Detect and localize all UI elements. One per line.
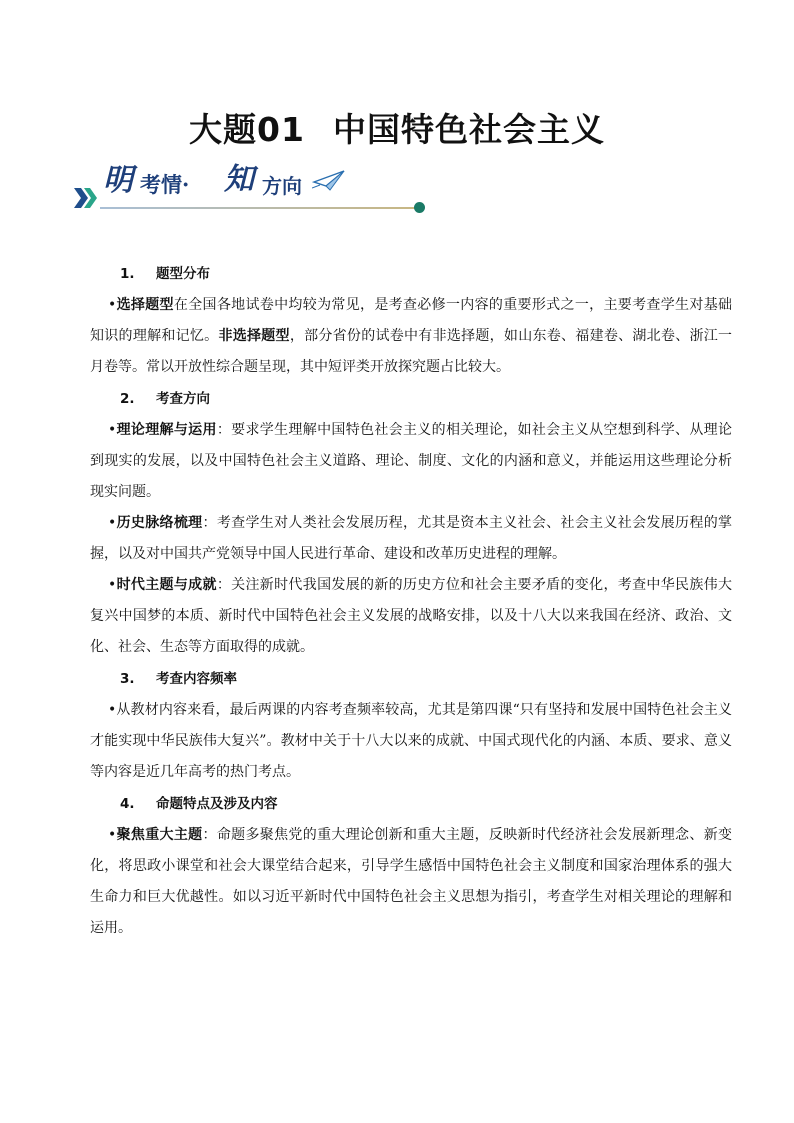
page-title — [0, 104, 794, 151]
paragraph-text: ：要求学生理解中国特色社会主义的相关理论，如社会主义从空想到科学、从理论到现实的发展，以及中国特色社会主义道路、理论、制度、文化的内涵和意义，并能运用这些理论分析现实问题。 — [90, 422, 733, 500]
section-heading-text: 考查方向 — [156, 391, 210, 407]
paragraph-text: •从教材内容来看，最后两课的内容考查频率较高，尤其是第四课“只有坚持和发展中国特色社会主义才能实现中华民族伟大复兴”。教材中关于十八大以来的成就、中国式现代化的内涵、本质、要求、意义等内容是近几年高考的热门考点。 — [90, 702, 732, 780]
section-number: 3. — [120, 671, 135, 687]
section-heading-text: 考查内容频率 — [156, 671, 237, 687]
bold-term: 时代主题与成就 — [116, 577, 217, 593]
banner-ming: 明 — [103, 163, 133, 198]
paragraph-text: • — [108, 577, 117, 593]
paragraph — [90, 290, 732, 383]
paragraph — [90, 508, 732, 570]
paragraph-text: • — [108, 515, 117, 531]
bold-term: 聚焦重大主题 — [116, 827, 203, 843]
double-chevron-icon — [74, 186, 100, 210]
paragraph-text: • — [108, 297, 117, 313]
paper-plane-icon — [312, 168, 346, 192]
paragraph-text: ：考查学生对人类社会发展历程，尤其是资本主义社会、社会主义社会发展历程的掌握，以及对中国共产党领导中国人民进行革命、建设和改革历史进程的理解。 — [90, 515, 733, 562]
banner-zhi: 知 — [224, 162, 254, 197]
paragraph-text: ，部分省份的试卷中有非选择题，如山东卷、福建卷、湖北卷、浙江一月卷等。常以开放性综合题呈现，其中短评类开放探究题占比较大。 — [90, 328, 733, 375]
bold-term: 选择题型 — [116, 297, 174, 313]
paragraph — [90, 415, 732, 508]
paragraph — [90, 695, 732, 788]
bold-term: 历史脉络梳理 — [116, 515, 203, 531]
bold-term: 非选择题型 — [218, 328, 290, 344]
section-heading — [90, 664, 732, 695]
title-part1: 大题01 — [189, 110, 305, 149]
banner-dot — [414, 202, 425, 213]
paragraph-text: 在全国各地试卷中均较为常见，是考查必修一内容的重要形式之一，主要考查学生对基础知识的理解和记忆。 — [90, 297, 733, 344]
paragraph — [90, 820, 732, 944]
section-heading-text: 题型分布 — [156, 266, 210, 282]
title-part2: 中国特色社会主义 — [332, 110, 605, 149]
section-number: 1. — [120, 266, 135, 282]
paragraph-text: • — [108, 827, 117, 843]
banner-kaoqing: 考情· — [140, 172, 190, 197]
bold-term: 理论理解与运用 — [116, 422, 217, 438]
paragraph — [90, 570, 732, 663]
paragraph-text: ：命题多聚焦党的重大理论创新和重大主题，反映新时代经济社会发展新理念、新变化，将思政小课堂和社会大课堂结合起来，引导学生感悟中国特色社会主义制度和国家治理体系的强大生命力和巨大优越性。如以习近平新时代中国特色社会主义思想为指引，考查学生对相关理论的理解和运用。 — [90, 827, 733, 936]
section-heading — [90, 259, 732, 290]
paragraph-text: ：关注新时代我国发展的新的历史方位和社会主要矛盾的变化，考查中华民族伟大复兴中国梦的本质、新时代中国特色社会主义发展的战略安排，以及十八大以来我国在经济、政治、文化、社会、生态等方面取得的成就。 — [90, 577, 733, 655]
section-heading — [90, 789, 732, 820]
section-number: 4. — [120, 796, 135, 812]
banner-divider-line — [100, 207, 416, 209]
section-heading — [90, 384, 732, 415]
content-body — [90, 258, 732, 944]
paragraph-text: • — [108, 422, 117, 438]
section-banner — [74, 162, 434, 220]
banner-fangxiang: 方向 — [262, 174, 302, 198]
section-heading-text: 命题特点及涉及内容 — [156, 796, 278, 812]
section-number: 2. — [120, 391, 135, 407]
